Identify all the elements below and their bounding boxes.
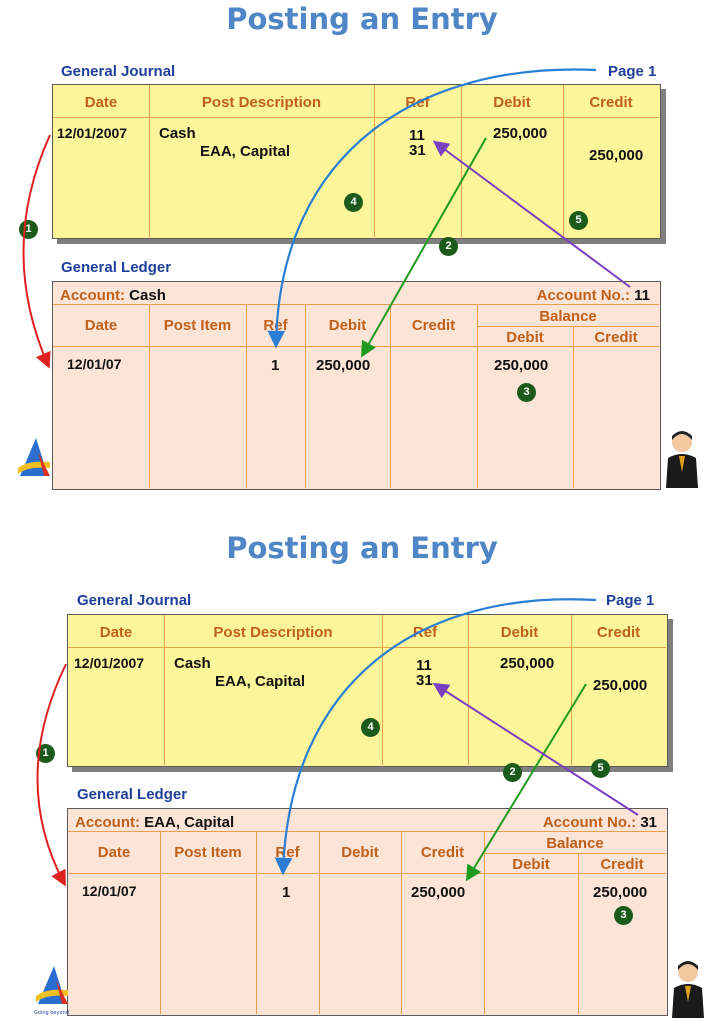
journal-entry-debit-account: Cash bbox=[174, 655, 211, 672]
journal-header-credit: Credit bbox=[596, 624, 641, 641]
journal-entry-credit-amount: 250,000 bbox=[589, 147, 644, 164]
ledger-header-debit: Debit bbox=[328, 317, 367, 334]
journal-entry-credit-account: EAA, Capital bbox=[215, 673, 306, 690]
journal-header-divider bbox=[53, 117, 659, 118]
ledger-header-ref: Ref bbox=[275, 844, 300, 861]
journal-header-ref: Ref bbox=[405, 94, 430, 111]
account-name: Cash bbox=[129, 287, 166, 304]
journal-entry-ref-1: 11 bbox=[416, 657, 432, 674]
journal-entry-ref-2: 31 bbox=[409, 142, 426, 159]
account-label: Account: bbox=[75, 814, 140, 831]
ledger-header-divider bbox=[68, 873, 666, 874]
account-label: Account: bbox=[60, 287, 125, 304]
general-ledger-label: General Ledger bbox=[61, 259, 172, 276]
step-badge-2: 2 bbox=[503, 763, 522, 782]
ledger-header-date: Date bbox=[84, 317, 118, 334]
general-journal-label: General Journal bbox=[77, 592, 192, 609]
journal-header-debit: Debit bbox=[493, 94, 531, 111]
ledger-header-balance-credit: Credit bbox=[594, 329, 638, 346]
arrow-step-1 bbox=[23, 135, 50, 365]
journal-entry-ref-2: 31 bbox=[416, 672, 433, 689]
arrow-step-1 bbox=[37, 664, 66, 883]
step-badge-1: 1 bbox=[19, 220, 38, 239]
general-ledger-table bbox=[67, 808, 668, 1016]
general-journal-label: General Journal bbox=[61, 63, 176, 80]
ledger-header-balance: Balance bbox=[539, 308, 597, 325]
logo-caption: Going beyond bbox=[34, 1010, 69, 1016]
journal-entry-debit-amount: 250,000 bbox=[493, 125, 548, 142]
journal-header-date: Date bbox=[99, 624, 133, 641]
step-badge-5: 5 bbox=[569, 211, 588, 230]
logo-fragment-icon bbox=[36, 960, 70, 1012]
ledger-header-post-item: Post Item bbox=[174, 844, 242, 861]
step-badge-3: 3 bbox=[517, 383, 536, 402]
ledger-col-divider bbox=[573, 326, 574, 488]
page-number-label: Page 1 bbox=[608, 63, 657, 80]
journal-header-description: Post Description bbox=[201, 94, 322, 111]
ledger-entry-date: 12/01/07 bbox=[67, 356, 122, 372]
ledger-header-balance-debit: Debit bbox=[512, 856, 550, 873]
ledger-balance-divider bbox=[477, 326, 659, 327]
ledger-account-line bbox=[75, 814, 234, 831]
ledger-header-date: Date bbox=[97, 844, 131, 861]
page-title: Posting an Entry bbox=[226, 531, 498, 565]
account-number: 31 bbox=[640, 814, 657, 831]
ledger-account-divider bbox=[68, 831, 666, 832]
ledger-header-balance-credit: Credit bbox=[600, 856, 644, 873]
ledger-entry-ref: 1 bbox=[282, 884, 291, 901]
journal-entry-credit-amount: 250,000 bbox=[593, 677, 648, 694]
account-name: EAA, Capital bbox=[144, 814, 235, 831]
step-badge-4: 4 bbox=[361, 718, 380, 737]
logo-fragment-icon bbox=[18, 432, 52, 482]
journal-entry-ref-1: 11 bbox=[409, 127, 425, 144]
journal-header-date: Date bbox=[84, 94, 118, 111]
ledger-header-balance: Balance bbox=[546, 835, 604, 852]
account-number: 11 bbox=[634, 287, 650, 304]
journal-entry-date: 12/01/2007 bbox=[57, 125, 128, 141]
general-ledger-label: General Ledger bbox=[77, 786, 188, 803]
journal-entry-debit-account: Cash bbox=[159, 125, 196, 142]
ledger-col-divider bbox=[578, 853, 579, 1014]
general-journal-table bbox=[67, 614, 668, 767]
ledger-header-debit: Debit bbox=[341, 844, 379, 861]
journal-header-credit: Credit bbox=[589, 94, 633, 111]
ledger-entry-balance-debit: 250,000 bbox=[494, 357, 549, 374]
journal-entry-debit-amount: 250,000 bbox=[500, 655, 555, 672]
step-badge-1: 1 bbox=[36, 744, 55, 763]
ledger-entry-debit: 250,000 bbox=[316, 357, 371, 374]
ledger-account-number-line bbox=[543, 814, 657, 831]
ledger-entry-balance-credit: 250,000 bbox=[593, 884, 648, 901]
businessman-icon bbox=[668, 958, 704, 1018]
ledger-header-credit: Credit bbox=[420, 844, 465, 861]
journal-header-description: Post Description bbox=[213, 624, 333, 641]
ledger-balance-divider bbox=[484, 853, 666, 854]
ledger-entry-ref: 1 bbox=[271, 357, 280, 374]
ledger-entry-credit: 250,000 bbox=[411, 884, 466, 901]
account-number-label: Account No.: bbox=[536, 287, 630, 304]
journal-entry-date: 12/01/2007 bbox=[74, 655, 145, 671]
ledger-header-divider bbox=[53, 346, 659, 347]
journal-header-divider bbox=[68, 647, 666, 648]
general-ledger-table bbox=[52, 281, 661, 490]
ledger-header-post-item: Post Item bbox=[163, 317, 232, 334]
page-title: Posting an Entry bbox=[226, 2, 498, 36]
ledger-account-line bbox=[60, 287, 166, 304]
page-number-label: Page 1 bbox=[606, 592, 655, 609]
ledger-account-number-line bbox=[537, 287, 650, 304]
step-badge-3: 3 bbox=[614, 906, 633, 925]
ledger-header-credit: Credit bbox=[411, 317, 456, 334]
step-badge-5: 5 bbox=[591, 759, 610, 778]
step-badge-4: 4 bbox=[344, 193, 363, 212]
ledger-header-ref: Ref bbox=[263, 317, 288, 334]
account-number-label: Account No.: bbox=[542, 814, 637, 831]
journal-header-debit: Debit bbox=[500, 624, 539, 641]
ledger-entry-date: 12/01/07 bbox=[82, 883, 137, 899]
ledger-header-balance-debit: Debit bbox=[506, 329, 544, 346]
ledger-account-divider bbox=[53, 304, 659, 305]
businessman-icon bbox=[662, 428, 698, 488]
journal-entry-credit-account: EAA, Capital bbox=[200, 143, 291, 160]
step-badge-2: 2 bbox=[439, 237, 458, 256]
journal-header-ref: Ref bbox=[412, 624, 438, 641]
